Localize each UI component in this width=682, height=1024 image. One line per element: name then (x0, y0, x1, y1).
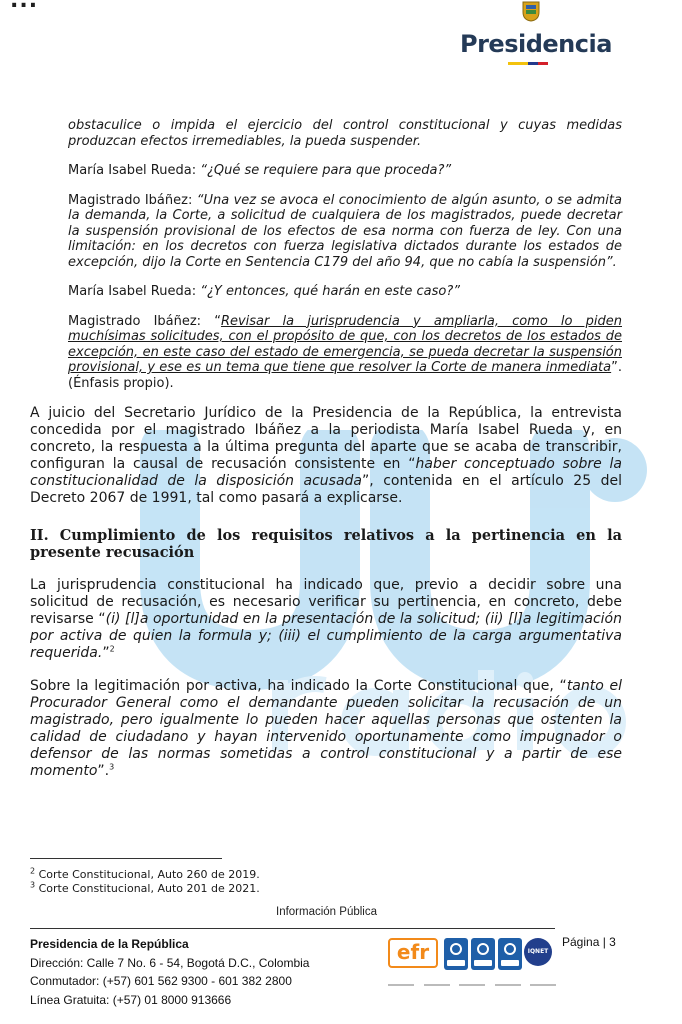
certification-icontec-icon (471, 938, 495, 970)
footer-org: Presidencia de la República (30, 937, 189, 951)
footer-divider (30, 928, 555, 929)
quote-paragraph: María Isabel Rueda: “¿Y entonces, qué harán en este caso?” (68, 284, 461, 299)
footnote-ref[interactable]: 3 (109, 762, 115, 772)
efr-certification-icon: efr (388, 938, 438, 968)
quote-paragraph: Magistrado Ibáñez: “Una vez se avoca el conocimiento de algún asunto, o se admita la demanda, la Corte, a solicitud de cualquiera de los magistrados, puede decretar la suspensión provisional de los efectos de esa norma con fuerza de ley. Con una limitación: en los decretos con fuerza legislativa dictados durante los estados de excepción, dijo la Corte en Sentencia C179 del año 94, que no cabía la suspensión”. (68, 192, 622, 270)
footnotes (30, 868, 260, 896)
quote-paragraph: Magistrado Ibáñez: “Revisar la jurisprudencia y ampliarla, como lo piden muchísimas solicitudes, con el propósito de que, con los decretos de los estados de excepción, en este caso del estado de emergencia, se pueda decretar la suspensión provisional, y ese es un tema que tiene que resolver la Corte de manera inmediata”. (Énfasis propio). (68, 313, 622, 391)
quote-paragraph: obstaculice o impida el ejercicio del control constitucional y cuyas medidas produzcan efectos irremediables, la pueda suspender. (68, 118, 622, 149)
speaker-label: María Isabel Rueda: (68, 163, 201, 178)
footnote-item: $^2$ Corte Constitucional, Auto 260 de 2019. (30, 866, 260, 881)
footnote-item: $^3$ Corte Constitucional, Auto 201 de 2021. (30, 880, 260, 895)
coat-of-arms-icon (518, 0, 544, 22)
interview-quote-block (68, 118, 622, 391)
footnote-divider (30, 858, 222, 859)
footer-phone: Conmutador: (+57) 601 562 9300 - 601 382 2800 (30, 974, 292, 988)
iqnet-certification-icon: IQNET (524, 938, 552, 966)
cropped-header-text: ... (10, 0, 39, 13)
section-heading: II. Cumplimiento de los requisitos relativos a la pertinencia en la presente recusación (30, 527, 622, 561)
certification-logos (388, 938, 556, 994)
classification-label: Información Pública (276, 906, 377, 918)
footer-contact (30, 935, 309, 1009)
footer-address: Dirección: Calle 7 No. 6 - 54, Bogotá D.C., Colombia (30, 955, 310, 970)
certification-icontec-icon (498, 938, 522, 970)
speaker-label: Magistrado Ibáñez: (68, 192, 197, 208)
footnote-ref[interactable]: 2 (109, 644, 115, 654)
footer-free-line: Línea Gratuita: (+57) 01 8000 913666 (30, 992, 232, 1007)
page-header (460, 0, 610, 70)
speaker-label: Magistrado Ibáñez: (68, 313, 215, 329)
certification-icontec-icon (444, 938, 468, 970)
page-number: Página | 3 (562, 935, 616, 949)
speaker-label: María Isabel Rueda: (68, 284, 201, 299)
certification-fineprint (388, 982, 556, 988)
body-paragraph: A juicio del Secretario Jurídico de la Presidencia de la República, la entrevista concedida por el magistrado Ibáñez a la periodista María Isabel Rueda y, en concreto, la respuesta a la última pregunta del aparte que se acaba de transcribir, configuran la causal de recusación consistente en “haber conceptuado sobre la constitucionalidad de la disposición acusada”, contenida en el artículo 25 del Decreto 2067 de 1991, tal como pasará a explicarse. (30, 405, 622, 506)
body-paragraph: La jurisprudencia constitucional ha indicado que, previo a decidir sobre una solicitud de recusación, es necesario verificar su pertinencia, en concreto, debe revisarse “(i) [l]a oportunidad en la presentación de la solicitud; (ii) [l]a legitimación por activa de quien la formula y; (iii) el cumplimiento de la carga argumentativa requerida.”$^2$ (30, 577, 622, 661)
body-paragraph: Sobre la legitimación por activa, ha indicado la Corte Constitucional que, “tanto el Procurador General como el demandante pueden solicitar la recusación de un magistrado, pero igualmente lo pueden hacer aquellas personas que ostenten la calidad de ciudadano y hayan intervenido oportunamente como impugnador o defensor de las normas sometidas a control constitucional y a partir de ese momento”.$^3$ (30, 678, 623, 779)
quote-paragraph: María Isabel Rueda: “¿Qué se requiere para que proceda?” (68, 163, 452, 178)
emphasized-text: Revisar la jurisprudencia y ampliarla, como lo piden muchísimas solicitudes, con el propósito de que, con los decretos de los estados de excepción, en este caso del estado de emergencia, se pueda decretar la suspensión provisional, y ese es un tema que tiene que resolver la Corte de manera inmediata (68, 313, 622, 375)
flag-stripe (508, 62, 548, 65)
brand-wordmark: Presidencia (460, 30, 612, 58)
document-body (30, 118, 622, 796)
